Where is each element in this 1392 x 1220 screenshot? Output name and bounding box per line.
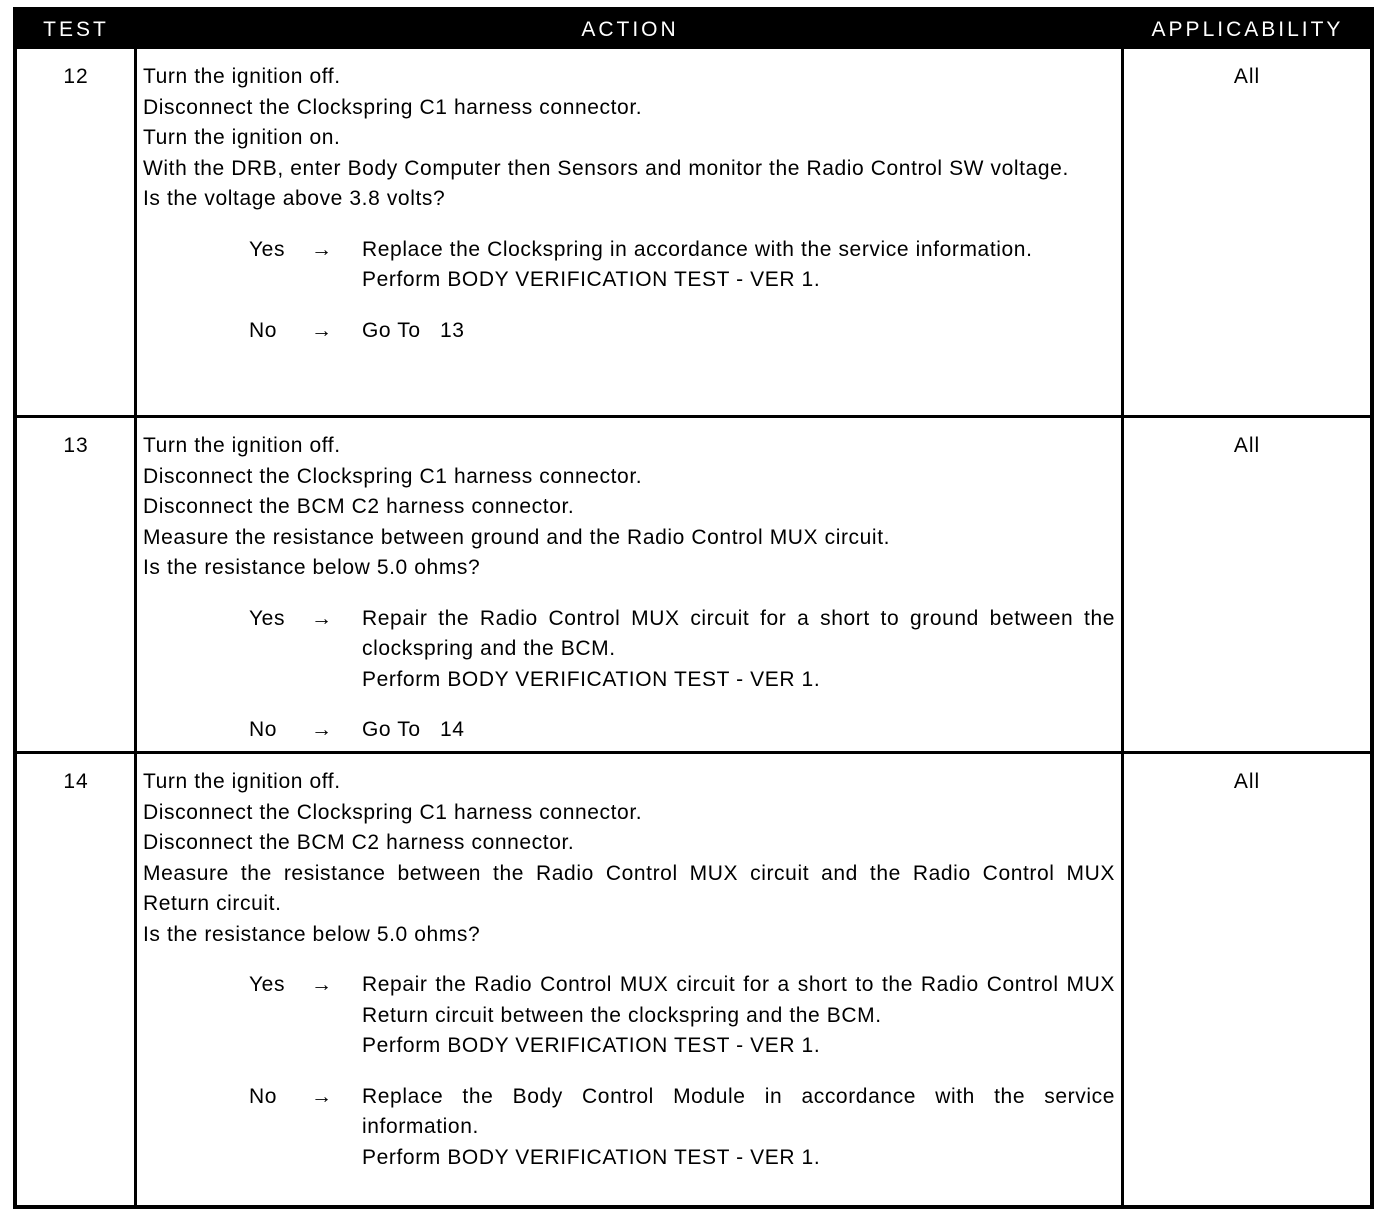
column-divider xyxy=(1121,754,1124,1205)
no-label: No xyxy=(249,718,278,741)
no-result xyxy=(143,316,1115,347)
header-action: ACTION xyxy=(581,18,679,41)
column-divider xyxy=(134,754,137,1205)
result-line: Perform BODY VERIFICATION TEST - VER 1. xyxy=(362,1145,821,1169)
result-line: Go To 14 xyxy=(362,718,465,741)
no-label: No xyxy=(249,1084,278,1108)
table-row xyxy=(17,49,1370,415)
no-result xyxy=(143,715,1115,746)
action-step: Is the voltage above 3.8 volts? xyxy=(143,187,446,210)
action-step: With the DRB, enter Body Computer then Sensors and monitor the Radio Control SW voltage. xyxy=(143,156,1069,180)
result-line: Replace the Body Control Module in accordance with the service information. xyxy=(362,1084,1115,1138)
table-header xyxy=(17,11,1370,49)
action-step: Is the resistance below 5.0 ohms? xyxy=(143,922,481,946)
test-number: 12 xyxy=(63,65,89,88)
result-line: Go To 13 xyxy=(362,318,465,342)
result-line: Repair the Radio Control MUX circuit for a short to ground between the clockspring and the BCM. xyxy=(362,606,1115,660)
result-line: Perform BODY VERIFICATION TEST - VER 1. xyxy=(362,667,821,691)
table-row xyxy=(17,751,1370,1205)
right-arrow-icon: → xyxy=(311,237,333,261)
applicability-value: All xyxy=(1233,65,1261,88)
yes-result xyxy=(143,604,1115,696)
test-number: 13 xyxy=(63,434,89,457)
yes-result xyxy=(143,235,1115,296)
yes-label: Yes xyxy=(249,237,286,261)
column-divider xyxy=(1121,418,1124,751)
action-step: Turn the ignition off. xyxy=(143,65,341,88)
diagnostic-table xyxy=(13,7,1374,1209)
test-number: 14 xyxy=(63,770,89,793)
applicability-value: All xyxy=(1233,434,1261,457)
action-step: Disconnect the Clockspring C1 harness connector. xyxy=(143,800,643,824)
table-row xyxy=(17,415,1370,751)
no-result xyxy=(143,1082,1115,1174)
right-arrow-icon: → xyxy=(311,1084,333,1108)
no-label: No xyxy=(249,318,278,342)
action-step: Measure the resistance between the Radio Control MUX circuit and the Radio Control MUX Return circuit. xyxy=(143,861,1115,915)
column-divider xyxy=(134,418,137,751)
action-cell xyxy=(143,431,1115,746)
right-arrow-icon: → xyxy=(311,606,333,630)
right-arrow-icon: → xyxy=(311,718,333,741)
action-step: Disconnect the Clockspring C1 harness connector. xyxy=(143,95,643,119)
action-step: Turn the ignition off. xyxy=(143,770,341,793)
action-step: Disconnect the BCM C2 harness connector. xyxy=(143,495,575,518)
result-line: Perform BODY VERIFICATION TEST - VER 1. xyxy=(362,268,821,291)
yes-result xyxy=(143,970,1115,1062)
result-line: Repair the Radio Control MUX circuit for a short to the Radio Control MUX Return circuit between the clockspring and the BCM. xyxy=(362,973,1115,1027)
column-divider xyxy=(1121,49,1124,415)
column-divider xyxy=(134,49,137,415)
action-step: Turn the ignition on. xyxy=(143,126,341,149)
action-step: Is the resistance below 5.0 ohms? xyxy=(143,556,481,579)
result-line: Replace the Clockspring in accordance with the service information. xyxy=(362,237,1033,261)
action-step: Turn the ignition off. xyxy=(143,434,341,457)
action-step: Disconnect the Clockspring C1 harness connector. xyxy=(143,464,643,488)
action-step: Measure the resistance between ground and the Radio Control MUX circuit. xyxy=(143,525,891,549)
action-cell xyxy=(143,62,1115,346)
header-applicability: APPLICABILITY xyxy=(1151,18,1344,41)
result-line: Perform BODY VERIFICATION TEST - VER 1. xyxy=(362,1034,821,1057)
action-cell xyxy=(143,767,1115,1173)
yes-label: Yes xyxy=(249,606,286,630)
right-arrow-icon: → xyxy=(311,973,333,996)
applicability-value: All xyxy=(1233,770,1261,793)
yes-label: Yes xyxy=(249,973,286,996)
header-test: TEST xyxy=(43,18,109,41)
right-arrow-icon: → xyxy=(311,318,333,342)
action-step: Disconnect the BCM C2 harness connector. xyxy=(143,831,575,854)
